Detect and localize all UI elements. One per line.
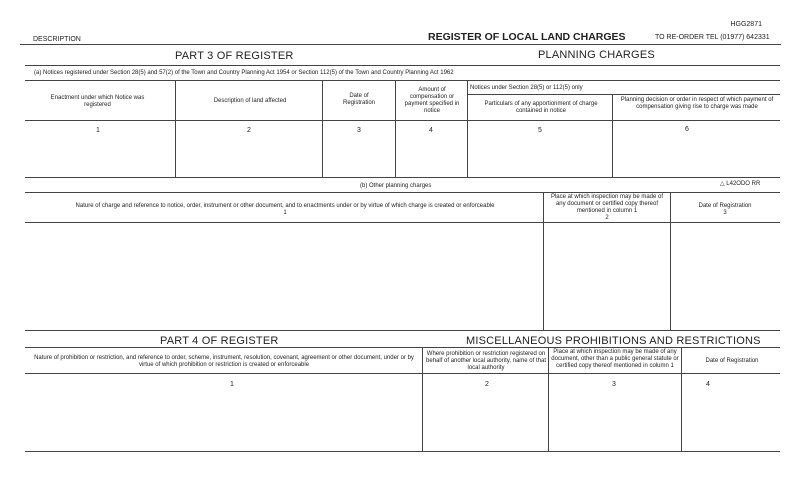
rule bbox=[25, 451, 780, 452]
p4-col-header-date: Date of Registration bbox=[705, 358, 759, 364]
p4-col-header-authority: Where prohibition or restriction registered on behalf of another local authority, name of that local authority bbox=[426, 351, 546, 371]
description-label: DESCRIPTION bbox=[33, 36, 81, 43]
part4-title: PART 4 OF REGISTER bbox=[160, 335, 279, 347]
b-col-header-nature-text: Nature of charge and reference to notice, order, instrument or other document, and to enactments under or by virtue of which charge is created or enforceable bbox=[75, 203, 495, 209]
p4-col-number-1: 1 bbox=[230, 381, 234, 388]
rule bbox=[25, 192, 780, 193]
col-header-planning-decision: Planning decision or order in respect of which payment of compensation giving rise to charge was made bbox=[620, 97, 774, 110]
rule bbox=[25, 347, 780, 348]
col-number-3: 3 bbox=[357, 127, 361, 134]
rule bbox=[25, 330, 780, 331]
col-divider bbox=[543, 192, 544, 330]
rule bbox=[25, 222, 780, 223]
rule bbox=[25, 373, 780, 374]
b-col-number-2: 2 bbox=[605, 215, 609, 221]
rule bbox=[25, 65, 780, 66]
col-header-particulars: Particulars of any apportionment of charge contained in notice bbox=[484, 101, 598, 114]
register-title: REGISTER OF LOCAL LAND CHARGES bbox=[428, 31, 626, 43]
col-divider bbox=[681, 347, 682, 451]
col-divider bbox=[175, 80, 176, 177]
col-divider bbox=[467, 80, 468, 177]
rule bbox=[467, 94, 780, 95]
col-divider bbox=[322, 80, 323, 177]
col-divider bbox=[422, 347, 423, 451]
rule bbox=[25, 177, 780, 178]
p4-col-number-3: 3 bbox=[612, 381, 616, 388]
col-divider bbox=[395, 80, 396, 177]
b-col-header-place-text: Place at which inspection may be made of any document or certified copy thereof mentioned in column 1 bbox=[550, 194, 664, 214]
col-number-2: 2 bbox=[247, 127, 251, 134]
col-number-6: 6 bbox=[685, 126, 689, 133]
b-col-header-date-text: Date of Registration bbox=[698, 203, 752, 209]
p4-col-header-nature: Nature of prohibition or restriction, and reference to order, scheme, instrument, resolution, covenant, agreement or other document, under or by virtue of which prohibition or restriction is created or enforceable bbox=[34, 355, 414, 368]
col-divider bbox=[670, 192, 671, 330]
rule bbox=[25, 80, 780, 81]
b-col-number-1: 1 bbox=[283, 210, 287, 216]
b-col-header-date bbox=[672, 203, 778, 217]
section-b-caption: (b) Other planning charges bbox=[360, 183, 432, 189]
col-number-4: 4 bbox=[429, 127, 433, 134]
part4-subtitle: MISCELLANEOUS PROHIBITIONS AND RESTRICTIONS bbox=[466, 335, 761, 347]
col-divider bbox=[548, 347, 549, 451]
form-code: △ L42ODO RR bbox=[720, 181, 761, 187]
section-a-caption: (a) Notices registered under Section 28(5) and 57(2) of the Town and Country Planning Act 1954 or Section 112(5) of the Town and Country Planning Act 1962 bbox=[34, 70, 454, 76]
col-header-amount: Amount of compensation or payment specified in notice bbox=[404, 87, 460, 114]
b-col-header-nature bbox=[30, 203, 540, 217]
b-col-header-place bbox=[546, 194, 668, 222]
reorder-text: TO RE-ORDER TEL (01977) 642331 bbox=[655, 34, 770, 41]
col-header-date: Date of Registration bbox=[342, 93, 375, 106]
rule bbox=[20, 44, 781, 45]
b-col-number-3: 3 bbox=[723, 210, 727, 216]
col-number-1: 1 bbox=[96, 127, 100, 134]
p4-col-number-4: 4 bbox=[706, 381, 710, 388]
form-ref-code: HGG2871 bbox=[730, 21, 762, 28]
p4-col-header-place: Place at which inspection may be made of any document, other than a public general statute or certified copy thereof mentioned in column 1 bbox=[551, 349, 679, 369]
col-header-description: Description of land affected bbox=[213, 98, 287, 104]
col-divider bbox=[612, 94, 613, 177]
p4-col-number-2: 2 bbox=[485, 381, 489, 388]
col-header-enactment: Enactment under which Notice was registered bbox=[50, 95, 145, 108]
notices-group-header: Notices under Section 28(5) or 112(5) only bbox=[470, 85, 583, 91]
rule bbox=[25, 120, 780, 121]
part3-subtitle: PLANNING CHARGES bbox=[538, 49, 655, 61]
col-number-5: 5 bbox=[538, 127, 542, 134]
part3-title: PART 3 OF REGISTER bbox=[175, 50, 294, 62]
